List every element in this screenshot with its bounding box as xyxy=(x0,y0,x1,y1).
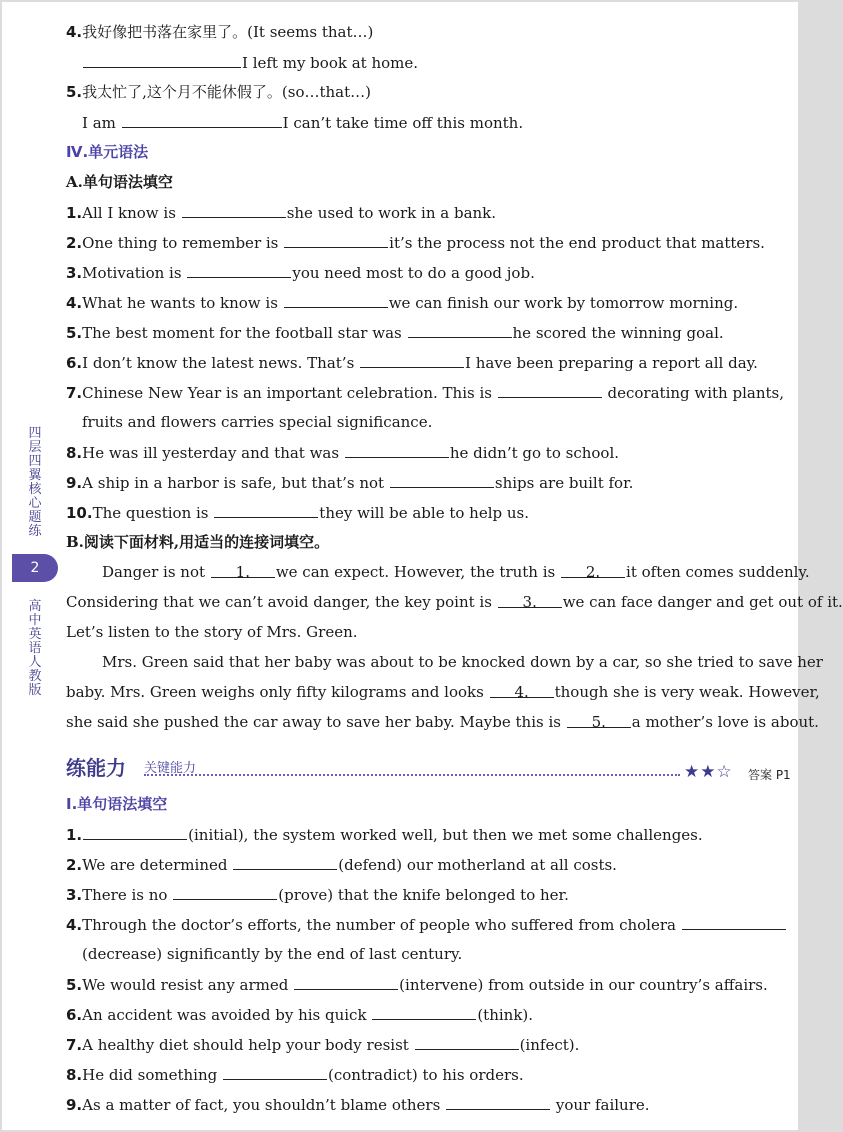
grammar-item: 5.We would resist any armed (intervene) from outside in our country’s affairs. xyxy=(66,976,768,994)
section-heading-fill-in: Ⅰ.单句语法填空 xyxy=(66,795,168,813)
answer-blank[interactable] xyxy=(415,1034,519,1050)
sidebar-book-title: 高中英语 人教版 xyxy=(28,599,42,698)
answer-blank[interactable] xyxy=(214,502,318,518)
grammar-item: 10.The question is they will be able to help us. xyxy=(66,504,529,522)
answer-blank[interactable] xyxy=(284,292,388,308)
sidebar-series-title: 四层四翼核心题练 xyxy=(28,426,42,539)
grammar-item: 2.We are determined (defend) our motherland at all costs. xyxy=(66,856,617,874)
answer-blank[interactable] xyxy=(390,472,494,488)
answer-page-reference: 答案 P1 xyxy=(748,768,791,782)
grammar-item-continuation: (decrease) significantly by the end of last century. xyxy=(82,945,463,963)
grammar-item: 2.One thing to remember is it’s the process not the end product that matters. xyxy=(66,234,765,252)
passage-line: Let’s listen to the story of Mrs. Green. xyxy=(66,623,358,641)
grammar-item: 7.Chinese New Year is an important celebration. This is decorating with plants, xyxy=(66,384,784,402)
answer-blank[interactable] xyxy=(372,1004,476,1020)
page-number-badge: 2 xyxy=(12,554,58,582)
grammar-item: 9.As a matter of fact, you shouldn’t blame others your failure. xyxy=(66,1096,650,1114)
section-subtitle: 关键能力 xyxy=(144,761,197,776)
grammar-item: 5.The best moment for the football star was he scored the winning goal. xyxy=(66,324,724,342)
workbook-page xyxy=(2,2,843,1130)
passage-line: she said she pushed the car away to save her baby. Maybe this is 5. a mother’s love is about. xyxy=(66,713,819,731)
grammar-item: 6.An accident was avoided by his quick (think). xyxy=(66,1006,534,1024)
answer-blank[interactable] xyxy=(498,382,602,398)
answer-blank[interactable]: 3. xyxy=(498,592,562,608)
grammar-item: 4.Through the doctor’s efforts, the number of people who suffered from cholera xyxy=(66,914,787,935)
part-a-heading: A.单句语法填空 xyxy=(66,173,173,191)
grammar-item: 4.What he wants to know is we can finish our work by tomorrow morning. xyxy=(66,294,739,312)
grammar-item-continuation: fruits and flowers carries special significance. xyxy=(82,413,433,431)
translation-item-4: 4.我好像把书落在家里了。(It seems that…) xyxy=(66,23,374,41)
answer-blank[interactable] xyxy=(408,322,512,338)
grammar-item: 1.All I know is she used to work in a bank. xyxy=(66,204,497,222)
answer-blank[interactable] xyxy=(233,854,337,870)
grammar-item: 1. (initial), the system worked well, but then we met some challenges. xyxy=(66,826,703,844)
grammar-item: 8.He did something (contradict) to his orders. xyxy=(66,1066,524,1084)
answer-blank[interactable] xyxy=(284,232,388,248)
passage-line: baby. Mrs. Green weighs only fifty kilograms and looks 4. though she is very weak. However, xyxy=(66,683,820,701)
answer-blank[interactable] xyxy=(223,1064,327,1080)
difficulty-star-icon: ★★☆ xyxy=(684,762,733,782)
answer-blank[interactable] xyxy=(83,824,187,840)
section-heading-unit-grammar: Ⅳ.单元语法 xyxy=(66,143,149,161)
answer-blank[interactable]: 2. xyxy=(561,562,625,578)
dotted-divider xyxy=(144,774,680,776)
answer-blank[interactable] xyxy=(446,1094,550,1110)
grammar-item: 7.A healthy diet should help your body resist (infect). xyxy=(66,1036,580,1054)
passage-line: Considering that we can’t avoid danger, the key point is 3. we can face danger and get out of it. xyxy=(66,593,843,611)
answer-blank[interactable] xyxy=(294,974,398,990)
answer-blank[interactable] xyxy=(182,202,286,218)
answer-blank[interactable] xyxy=(345,442,449,458)
grammar-item: 6.I don’t know the latest news. That’s I have been preparing a report all day. xyxy=(66,354,758,372)
passage-line: Mrs. Green said that her baby was about to be knocked down by a car, so she tried to save her xyxy=(102,653,823,671)
part-b-heading: B.阅读下面材料,用适当的连接词填空。 xyxy=(66,533,330,551)
grammar-item: 3.Motivation is you need most to do a good job. xyxy=(66,264,535,282)
grammar-item: 9.A ship in a harbor is safe, but that’s not ships are built for. xyxy=(66,474,634,492)
answer-blank[interactable] xyxy=(187,262,291,278)
answer-blank[interactable] xyxy=(173,884,277,900)
answer-blank[interactable] xyxy=(682,914,786,930)
answer-blank[interactable]: 5. xyxy=(567,712,631,728)
translation-item-5: 5.我太忙了,这个月不能休假了。(so…that…) xyxy=(66,83,372,101)
answer-blank[interactable] xyxy=(122,112,282,128)
translation-answer-5: I am I can’t take time off this month. xyxy=(82,114,524,132)
grammar-item: 3.There is no (prove) that the knife belonged to her. xyxy=(66,886,569,904)
translation-answer-4: I left my book at home. xyxy=(82,52,418,73)
grammar-item: 8.He was ill yesterday and that was he didn’t go to school. xyxy=(66,444,620,462)
section-title: 练能力 xyxy=(66,756,126,780)
answer-blank[interactable] xyxy=(360,352,464,368)
answer-blank[interactable]: 1. xyxy=(211,562,275,578)
passage-line: Danger is not 1. we can expect. However, the truth is 2. it often comes suddenly. xyxy=(102,563,810,581)
answer-blank[interactable] xyxy=(83,52,241,68)
answer-blank[interactable]: 4. xyxy=(490,682,554,698)
